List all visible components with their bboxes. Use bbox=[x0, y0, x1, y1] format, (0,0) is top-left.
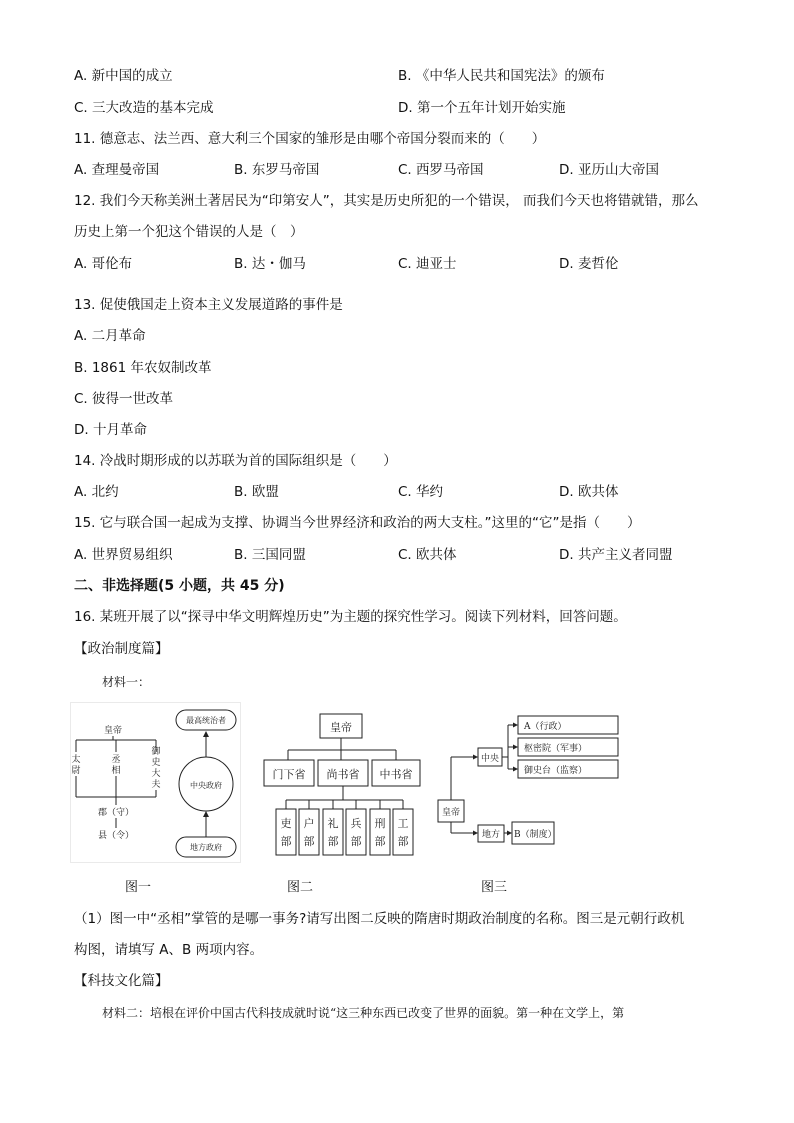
svg-text:史: 史 bbox=[151, 758, 161, 768]
svg-text:尉: 尉 bbox=[71, 766, 81, 776]
svg-text:部: 部 bbox=[327, 835, 339, 848]
q15-stem: 15. 它与联合国一起成为支撑、协调当今世界经济和政治的两大支柱。”这里的“它”是指（ ） bbox=[74, 515, 641, 531]
section-heading: 二、非选择题(5 小题，共 45 分) bbox=[74, 578, 285, 594]
fig1-supreme: 最高统治者 bbox=[186, 716, 226, 725]
material-two-text: 材料二：培根在评价中国古代科技成就时说“这三种东西已改变了世界的面貌。第一种在文学上，第 bbox=[102, 1006, 625, 1020]
q12-option-b: B. 达・伽马 bbox=[234, 256, 306, 272]
material-one-label: 材料一： bbox=[102, 675, 151, 689]
fig3-local: 地方 bbox=[481, 830, 501, 840]
q16-stem: 16. 某班开展了以“探寻中华文明辉煌历史”为主题的探究性学习。阅读下列材料，回答问题。 bbox=[74, 609, 627, 625]
q12-stem-line1: 12. 我们今天称美洲土著居民为“印第安人”，其实是历史所犯的一个错误， 而我们今天也将错就错，那么 bbox=[74, 193, 699, 209]
fig2-emperor: 皇帝 bbox=[330, 721, 352, 734]
svg-text:兵: 兵 bbox=[350, 817, 362, 830]
fig3-central: 中央 bbox=[480, 754, 500, 764]
fig2-dept-xing bbox=[370, 809, 390, 855]
svg-text:部: 部 bbox=[303, 835, 315, 848]
q15-option-c: C. 欧共体 bbox=[398, 547, 457, 563]
svg-text:刑: 刑 bbox=[374, 817, 386, 830]
q11-option-c: C. 西罗马帝国 bbox=[398, 162, 484, 178]
q15-option-d: D. 共产主义者同盟 bbox=[559, 547, 673, 563]
fig3-shumi: 枢密院（军事） bbox=[524, 744, 588, 754]
q13-stem: 13. 促使俄国走上资本主义发展道路的事件是 bbox=[74, 297, 343, 313]
q11-stem: 11. 德意志、法兰西、意大利三个国家的雏形是由哪个帝国分裂而来的（ ） bbox=[74, 131, 546, 147]
fig3-caption: 图三 bbox=[481, 880, 508, 895]
svg-text:太: 太 bbox=[71, 755, 81, 765]
fig2-dept-li2 bbox=[323, 809, 343, 855]
q16-part-politics: 【政治制度篇】 bbox=[74, 641, 169, 657]
svg-text:御: 御 bbox=[151, 747, 161, 757]
q15-option-a: A. 世界贸易组织 bbox=[74, 547, 173, 563]
svg-text:工: 工 bbox=[397, 817, 409, 830]
fig1-taiwei bbox=[71, 753, 80, 776]
fig1-local: 地方政府 bbox=[190, 843, 222, 852]
fig1-xian: 县（令） bbox=[97, 831, 135, 841]
fig2-dept-bing bbox=[346, 809, 366, 855]
svg-text:吏: 吏 bbox=[280, 817, 292, 830]
fig1-central: 中央政府 bbox=[190, 781, 222, 790]
svg-text:部: 部 bbox=[280, 835, 292, 848]
fig3-yushitai: 御史台（监察） bbox=[524, 766, 588, 776]
q10-option-c: C. 三大改造的基本完成 bbox=[74, 100, 214, 116]
fig1-yushi bbox=[151, 745, 160, 790]
svg-text:部: 部 bbox=[350, 835, 362, 848]
q15-option-b: B. 三国同盟 bbox=[234, 547, 306, 563]
fig2-zhongshu: 中书省 bbox=[379, 768, 413, 781]
q10-option-d: D. 第一个五年计划开始实施 bbox=[398, 100, 566, 116]
fig2-dept-hu bbox=[299, 809, 319, 855]
q13-option-b: B. 1861 年农奴制改革 bbox=[74, 360, 212, 376]
fig3-emperor: 皇帝 bbox=[441, 808, 461, 818]
svg-text:大: 大 bbox=[151, 769, 161, 779]
fig1-emperor: 皇帝 bbox=[103, 726, 123, 736]
fig1-caption: 图一 bbox=[125, 880, 152, 895]
q11-option-d: D. 亚历山大帝国 bbox=[559, 162, 659, 178]
q10-option-b: B. 《中华人民共和国宪法》的颁布 bbox=[398, 68, 605, 84]
q11-option-b: B. 东罗马帝国 bbox=[234, 162, 320, 178]
q16-question1-line1: （1）图一中“丞相”掌管的是哪一事务?请写出图二反映的隋唐时期政治制度的名称。图三是元朝行政机 bbox=[74, 911, 685, 927]
q10-option-a: A. 新中国的成立 bbox=[74, 68, 173, 84]
q13-option-d: D. 十月革命 bbox=[74, 422, 147, 438]
q14-stem: 14. 冷战时期形成的以苏联为首的国际组织是（ ） bbox=[74, 453, 397, 469]
fig1-chengxiang bbox=[111, 754, 120, 776]
fig3-a: A（行政） bbox=[524, 722, 567, 732]
svg-text:夫: 夫 bbox=[151, 780, 161, 790]
figure-one-diagram bbox=[70, 702, 245, 864]
q14-option-b: B. 欧盟 bbox=[234, 484, 279, 500]
q12-option-c: C. 迪亚士 bbox=[398, 256, 457, 272]
q14-option-c: C. 华约 bbox=[398, 484, 444, 500]
figure-two-diagram bbox=[262, 712, 420, 860]
svg-text:礼: 礼 bbox=[327, 817, 339, 830]
fig2-dept-li bbox=[276, 809, 296, 855]
q16-question1-line2: 构图，请填写 A、B 两项内容。 bbox=[74, 942, 264, 958]
q13-option-a: A. 二月革命 bbox=[74, 328, 146, 344]
fig2-caption: 图二 bbox=[287, 880, 314, 895]
figure-three-diagram bbox=[436, 712, 626, 847]
q12-stem-line2: 历史上第一个犯这个错误的人是（ ） bbox=[74, 224, 304, 240]
fig2-dept-gong bbox=[393, 809, 413, 855]
fig1-jun: 郡（守） bbox=[97, 808, 135, 818]
svg-text:户: 户 bbox=[303, 817, 315, 830]
q16-part-science: 【科技文化篇】 bbox=[74, 973, 169, 989]
svg-text:丞: 丞 bbox=[111, 755, 121, 765]
q11-option-a: A. 查理曼帝国 bbox=[74, 162, 160, 178]
q12-option-a: A. 哥伦布 bbox=[74, 256, 133, 272]
fig2-menxia: 门下省 bbox=[272, 768, 306, 781]
svg-text:部: 部 bbox=[374, 835, 386, 848]
svg-text:部: 部 bbox=[397, 835, 409, 848]
q14-option-a: A. 北约 bbox=[74, 484, 119, 500]
q12-option-d: D. 麦哲伦 bbox=[559, 256, 619, 272]
fig2-shangshu: 尚书省 bbox=[326, 768, 360, 781]
svg-text:相: 相 bbox=[111, 766, 121, 776]
q13-option-c: C. 彼得一世改革 bbox=[74, 391, 174, 407]
fig3-b: B（制度） bbox=[514, 830, 557, 840]
q14-option-d: D. 欧共体 bbox=[559, 484, 619, 500]
